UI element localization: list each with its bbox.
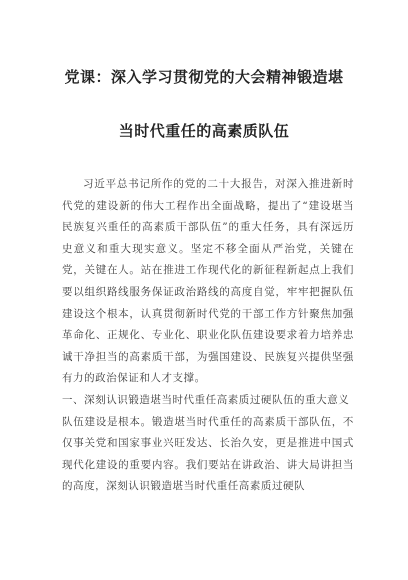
document-body <box>62 174 354 498</box>
document-title-line2: 当时代重任的高素质队伍 <box>118 122 290 140</box>
paragraph-section-one: 队伍建设是根本。锻造堪当时代重任的高素质干部队伍，不仅事关党和国家事业兴旺发达、长治久安，更是推进中国式现代化建设的重要内容。我们要站在讲政治、讲大局讲担当的高度，深刻认识锻造堪当时代重任高素质过硬队 <box>62 415 354 493</box>
paragraph-intro: 习近平总书记所作的党的二十大报告，对深入推进新时代党的建设新的伟大工程作出全面战略，提出了“建设堪当民族复兴重任的高素质干部队伍”的重大任务，具有深远历史意义和重大现实意义。坚定不移全面从严治党，关键在党，关键在人。站在推进工作现代化的新征程新起点上我们要以组织路线服务保证政治路线的高度自觉，牢牢把握队伍建设这个根本，认真贯彻新时代党的干部工作方针聚焦加强革命化、正规化、专业化、职业化队伍建设要求着力培养忠诚干净担当的高素质干部，为强国建设、民族复兴提供坚强有力的政治保证和人才支撑。 <box>62 178 354 385</box>
document-title-line1: 党课：深入学习贯彻党的大会精神锻造堪 <box>64 68 344 86</box>
section-heading: 一、深刻认识锻造堪当时代重任高素质过硬队伍的重大意义 <box>62 393 350 406</box>
